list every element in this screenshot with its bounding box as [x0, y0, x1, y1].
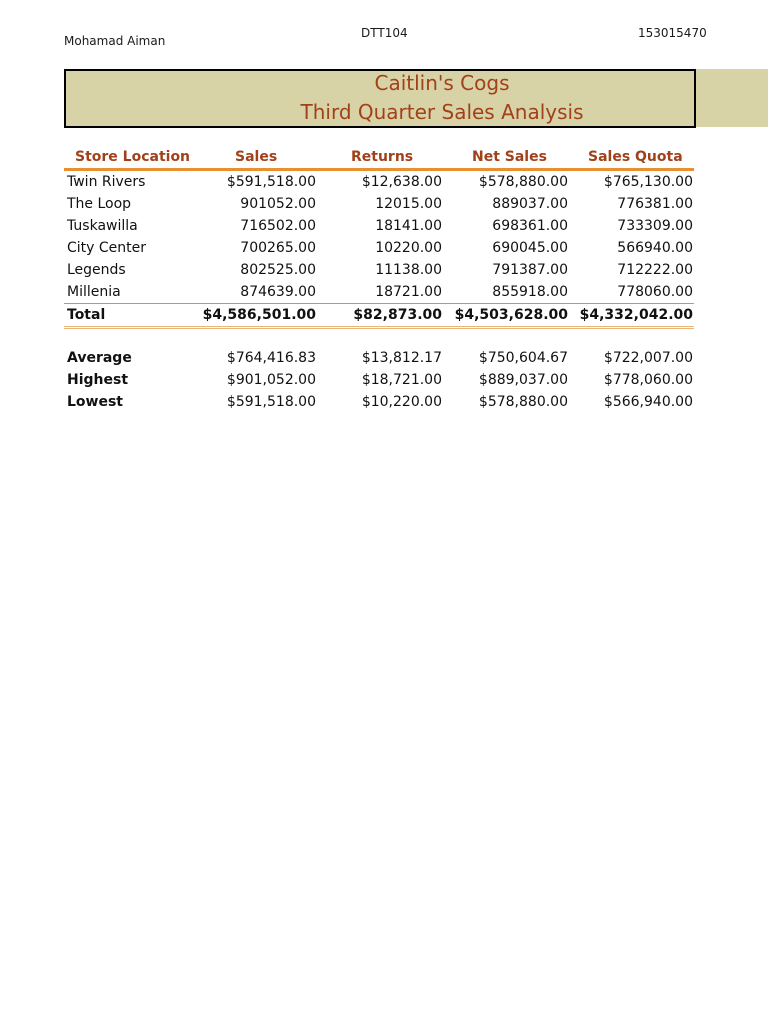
store-location-cell: Tuskawilla	[67, 218, 138, 234]
net-sales-cell: 698361.00	[492, 218, 568, 234]
total-net-sales: $4,503,628.00	[454, 307, 568, 323]
store-location-cell: Millenia	[67, 284, 121, 300]
stat-label: Lowest	[67, 394, 123, 410]
store-location-cell: The Loop	[67, 196, 132, 212]
report-title: Third Quarter Sales Analysis	[300, 100, 584, 124]
returns-cell: 10220.00	[375, 240, 442, 256]
course-code: DTT104	[361, 26, 408, 40]
table-row	[64, 171, 694, 193]
total-sales-quota: $4,332,042.00	[579, 307, 693, 323]
stat-sales-quota: $778,060.00	[603, 372, 693, 388]
sales-cell: 874639.00	[240, 284, 316, 300]
column-header-sales: Sales	[235, 149, 278, 165]
table-header-row	[64, 146, 694, 168]
sales-quota-cell: 712222.00	[617, 262, 693, 278]
stat-net-sales: $750,604.67	[478, 350, 568, 366]
sales-cell: $591,518.00	[226, 174, 316, 190]
column-header-net-sales: Net Sales	[472, 149, 547, 165]
stat-sales-quota: $566,940.00	[603, 394, 693, 410]
section-spacer	[64, 329, 694, 347]
table-row	[64, 237, 694, 259]
company-title: Caitlin's Cogs	[374, 71, 510, 95]
student-id: 153015470	[638, 26, 707, 40]
net-sales-cell: 690045.00	[492, 240, 568, 256]
returns-cell: 18141.00	[375, 218, 442, 234]
returns-cell: 18721.00	[375, 284, 442, 300]
sales-cell: 802525.00	[240, 262, 316, 278]
stat-returns: $18,721.00	[361, 372, 442, 388]
sales-quota-cell: $765,130.00	[603, 174, 693, 190]
returns-cell: 12015.00	[375, 196, 442, 212]
stat-label: Highest	[67, 372, 129, 388]
stat-net-sales: $578,880.00	[478, 394, 568, 410]
stat-sales: $764,416.83	[226, 350, 316, 366]
stat-sales: $901,052.00	[226, 372, 316, 388]
net-sales-cell: 791387.00	[492, 262, 568, 278]
stat-row-lowest	[64, 391, 694, 413]
total-label: Total	[67, 307, 106, 323]
sales-cell: 700265.00	[240, 240, 316, 256]
returns-cell: 11138.00	[375, 262, 442, 278]
sales-cell: 716502.00	[240, 218, 316, 234]
sales-cell: 901052.00	[240, 196, 316, 212]
table-row	[64, 259, 694, 281]
total-returns: $82,873.00	[353, 307, 442, 323]
stat-returns: $13,812.17	[361, 350, 442, 366]
net-sales-cell: 889037.00	[492, 196, 568, 212]
table-row	[64, 215, 694, 237]
store-location-cell: City Center	[67, 240, 147, 256]
total-row	[64, 304, 694, 326]
stat-sales-quota: $722,007.00	[603, 350, 693, 366]
stat-label: Average	[67, 350, 132, 366]
stat-sales: $591,518.00	[226, 394, 316, 410]
store-location-cell: Twin Rivers	[67, 174, 146, 190]
stat-row-average	[64, 347, 694, 369]
table-row	[64, 281, 694, 303]
stat-net-sales: $889,037.00	[478, 372, 568, 388]
sales-quota-cell: 566940.00	[617, 240, 693, 256]
stat-returns: $10,220.00	[361, 394, 442, 410]
column-header-returns: Returns	[351, 149, 414, 165]
store-location-cell: Legends	[67, 262, 126, 278]
returns-cell: $12,638.00	[361, 174, 442, 190]
column-header-store-location: Store Location	[75, 149, 191, 165]
net-sales-cell: 855918.00	[492, 284, 568, 300]
sales-quota-cell: 733309.00	[617, 218, 693, 234]
stat-row-highest	[64, 369, 694, 391]
sales-table	[64, 146, 694, 413]
author-name: Mohamad Aiman	[64, 34, 166, 48]
total-sales: $4,586,501.00	[202, 307, 316, 323]
table-row	[64, 193, 694, 215]
sales-quota-cell: 778060.00	[617, 284, 693, 300]
column-header-sales-quota: Sales Quota	[588, 149, 683, 165]
sales-quota-cell: 776381.00	[617, 196, 693, 212]
net-sales-cell: $578,880.00	[478, 174, 568, 190]
